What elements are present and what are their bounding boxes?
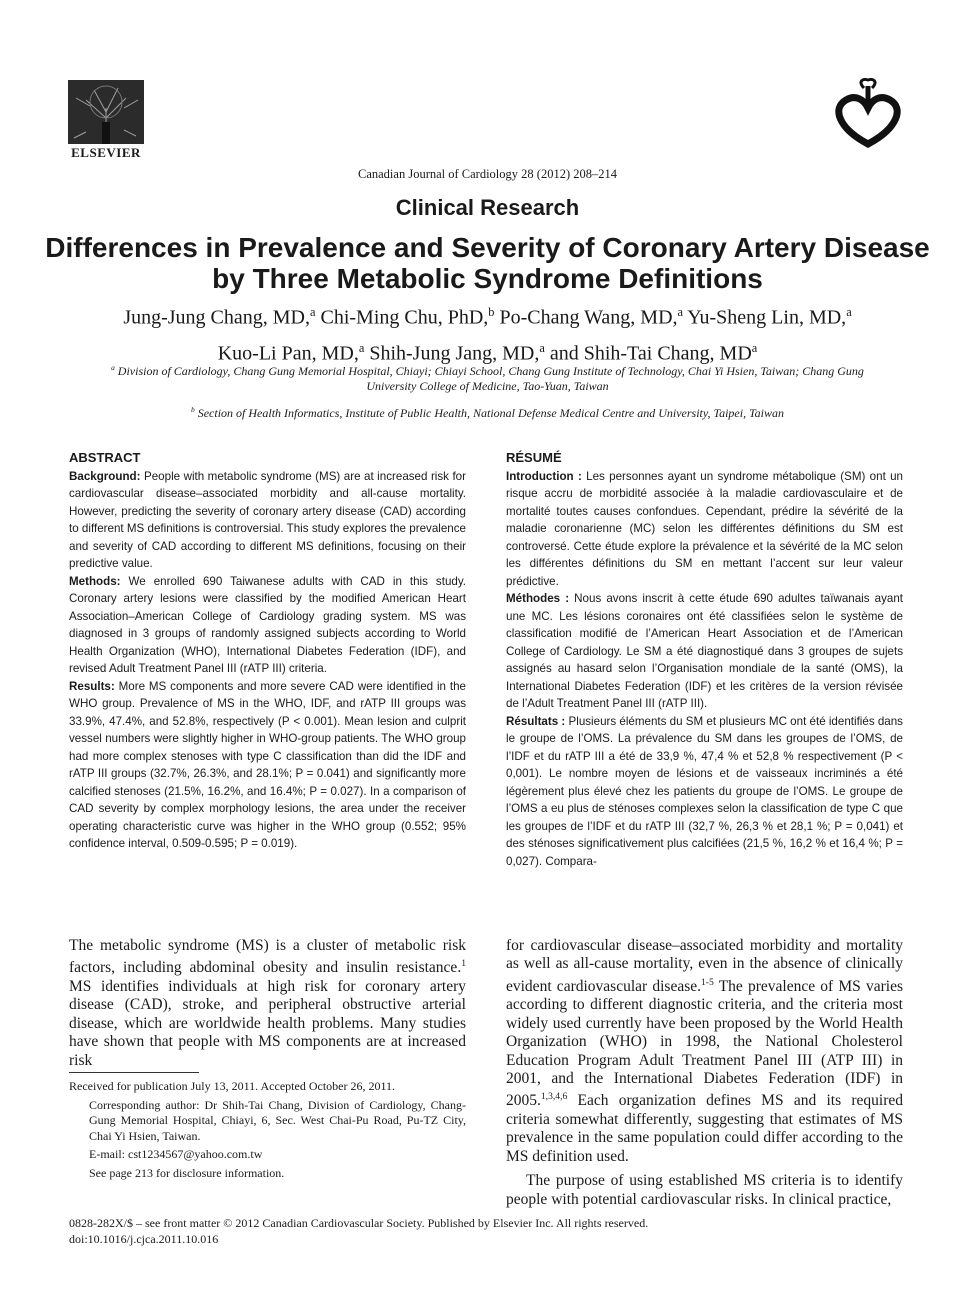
abstract-text: Nous avons inscrit à cette étude 690 adultes taïwanais ayant une MC. Les lésions coronaires ont été classifiées selon le système de classification modifié de l’American Heart Association et de l’American College of Cardiology. Le SM a été diagnostiqué dans 3 groupes de sujets assignés au hasard selon l’Organisation mondiale de la santé (OMS), la International Diabetes Federation (IDF) et les critères de la version révisée de l’Adult Treatment Panel III (rATP III). — [506, 592, 903, 710]
article-notes — [69, 1079, 466, 1184]
affiliation-mark: a — [846, 305, 852, 319]
abstract-text: More MS components and more severe CAD were identified in the WHO group. Prevalence of MS in the WHO, IDF, and rATP III groups was 33.9%, 47.4%, and 52.8%, respectively (P < 0.001). Mean lesion and culprit vessel numbers were slightly higher in WHO-group patients. The WHO group had more complex stenoses with type C classification than did the IDF and rATP III groups (32.7%, 26.3%, and 28.1%; P = 0.041) and significantly more calcified stenoses (21.5%, 16.2%, and 16.4%; P = 0.027). In a comparison of CAD severity by complex morphology lesions, the area under the receiver operating characteristic curve was higher in the WHO group (0.552; 95% confidence interval, 0.509-0.595; P = 0.019). — [69, 679, 466, 850]
affiliation-text: Section of Health Informatics, Institute of Public Health, National Defense Medical Centre and University, Taipei, Taiwan — [194, 406, 784, 420]
affiliation-mark: a — [309, 305, 316, 319]
affiliation-mark: a — [751, 340, 758, 355]
abstract-text: People with metabolic syndrome (MS) are at increased risk for cardiovascular disease–associated morbidity and all-cause mortality. However, predicting the severity of coronary artery disease (CAD) according to different MS definitions is controversial. This study explores the prevalence and severity of CAD according to different MS definitions, focusing on their predictive value. — [69, 469, 466, 570]
label: Résultats : — [506, 714, 566, 728]
doi-line[interactable]: doi:10.1016/j.cjca.2011.10.016 — [69, 1231, 219, 1246]
label: Methods: — [69, 574, 121, 588]
abstract-text: We enrolled 690 Taiwanese adults with CAD in this study. Coronary artery lesions were classified by the modified American Heart Association–American College of Cardiology grading system. MS was diagnosed in 3 groups of randomly assigned subjects according to World Health Organization (WHO), International Diabetes Federation (IDF), and revised Adult Treatment Panel III (rATP III) criteria. — [69, 574, 466, 675]
affiliation-mark: a — [677, 305, 684, 319]
journal-citation: Canadian Journal of Cardiology 28 (2012) 208–214 — [358, 167, 617, 181]
author: Yu-Sheng Lin, MD, — [683, 306, 847, 329]
author: Shih-Jung Jang, MD, — [364, 342, 540, 365]
label: Results: — [69, 679, 115, 693]
citation-ref[interactable]: 1,3,4,6 — [540, 1091, 568, 1103]
corresponding-note: Corresponding author: Dr Shih-Tai Chang, Division of Cardiology, Chang-Gung Memorial Hospital, Chiayi, 6, Sec. West Chai-Pu Road, Pu-TZ City, Chai Yi Hsien, Taiwan. — [89, 1097, 466, 1143]
label: Méthodes : — [506, 592, 570, 605]
abstract-text: Les personnes ayant un syndrome métabolique (SM) ont un risque accru de morbidité associée à la maladie cardiovasculaire et de mortalité toutes causes confondues. Cependant, prédire la sévérité de la maladie coronarienne (MC) selon les différentes définitions du SM est controversé. Cette étude explore la prévalence et la sévérité de la MC selon les différentes définitions du SM en mettant l’accent sur leur valeur prédictive. — [506, 469, 904, 588]
email-link[interactable]: cst1234567@yahoo.com.tw — [128, 1147, 263, 1161]
affiliation-mark: b — [488, 305, 495, 319]
abstract-paragraph — [69, 678, 466, 853]
abstract-paragraph — [506, 713, 903, 871]
affiliation-mark: a — [539, 340, 545, 355]
citation-ref[interactable]: 1 — [461, 958, 466, 970]
body-paragraph — [506, 937, 903, 1166]
abstract-paragraph — [69, 468, 466, 573]
copyright-line: 0828-282X/$ – see front matter © 2012 Canadian Cardiovascular Society. Published by Elsevier Inc. All rights reserved. — [69, 1216, 649, 1230]
author: Po-Chang Wang, MD, — [494, 306, 678, 329]
body-text: for cardiovascular disease–associated morbidity and mortality as well as all-cause mortality, even in the absence of clinically evident cardiovascular disease. — [506, 937, 903, 995]
body-paragraph — [69, 937, 466, 1070]
affiliations — [100, 360, 875, 429]
citation-ref[interactable]: 1-5 — [701, 976, 714, 988]
section-label: Clinical Research — [395, 195, 580, 220]
publisher-wordmark: ELSEVIER — [71, 145, 141, 160]
affiliation — [100, 360, 875, 394]
abstract-paragraph — [506, 468, 903, 591]
affiliation — [100, 402, 875, 421]
affiliation-mark: b — [191, 405, 195, 414]
author: and Shih-Tai Chang, MD — [544, 342, 752, 365]
body-text: Each organization defines MS and its required criteria somewhat differently, suggesting that estimates of MS prevalence in the same population could differ according to the MS definition used. — [506, 1092, 903, 1165]
affiliation-mark: a — [111, 363, 115, 372]
abstract-paragraph — [506, 590, 903, 713]
footnote-rule — [69, 1072, 199, 1073]
affiliation-text: Division of Cardiology, Chang Gung Memorial Hospital, Chiayi; Chiayi School, Chang Gung Institute of Technology, Chai Yi Hsien, Taiwan; Chang Gung University College of Medicine, Tao-Yuan, Taiwan — [114, 364, 864, 393]
label: Background: — [69, 469, 141, 483]
page-footer — [69, 1216, 769, 1247]
email-label: E-mail: — [89, 1147, 128, 1161]
body-column-right — [506, 937, 903, 1209]
abstract-english — [69, 449, 466, 853]
disclosure-note: See page 213 for disclosure information. — [89, 1165, 285, 1180]
abstract-paragraph — [69, 573, 466, 678]
body-text: The prevalence of MS varies according to different diagnostic criteria, and the criteria most widely used currently have been proposed by the World Health Organization (WHO) in 1998, the National Cholesterol Education Program Adult Treatment Panel III (ATP III) in 2001, and the International Diabetes Federation (IDF) in 2005. — [506, 977, 903, 1110]
article-title: Differences in Prevalence and Severity of Coronary Artery Disease by Three Metabolic Syndrome Definitions — [45, 232, 930, 294]
abstract-heading: ABSTRACT — [69, 450, 141, 465]
author: Chi-Ming Chu, PhD, — [315, 306, 489, 329]
abstract-french — [506, 449, 903, 870]
resume-heading: RÉSUMÉ — [506, 450, 562, 465]
affiliation-mark: a — [358, 340, 365, 355]
abstract-text: Plusieurs éléments du SM et plusieurs MC ont été identifiés dans le groupe de l’OMS. La prévalence du SM dans les groupes de l’OMS, de l’IDF et du rATP III a été de 33,9 %, 47,4 % et 52,8 % respectivement (P < 0,001). Le nombre moyen de lésions et de vaisseaux incriminés a été légèrement plus élevé chez les patients du groupe de l’OMS. Le groupe de l’OMS a eu plus de sténoses complexes selon la classification de type C que les groupes de l’IDF et du rATP III (32,7 %, 26,3 % et 28,1 %; P = 0,041) et des sténoses significativement plus calcifiées (21,5 %, 16,2 % et 16,4 %; P = 0,027). Compara- — [506, 714, 903, 868]
author: Kuo-Li Pan, MD, — [217, 342, 359, 365]
ccs-heart-logo — [828, 78, 908, 150]
label: Introduction : — [506, 469, 582, 483]
email-note — [69, 1147, 466, 1163]
body-paragraph: The purpose of using established MS criteria is to identify people with potential cardiovascular risks. In clinical practice, — [506, 1172, 903, 1208]
body-column-left — [69, 937, 466, 1070]
body-text: The metabolic syndrome (MS) is a cluster of metabolic risk factors, including abdominal obesity and insulin resistance. — [69, 937, 466, 977]
author: Jung-Jung Chang, MD, — [123, 306, 310, 329]
author-list — [40, 297, 935, 368]
body-text: MS identifies individuals at high risk for coronary artery disease (CAD), stroke, and peripheral obstructive arterial disease, which are worldwide health problems. Many studies have shown that people with MS components are at increased risk — [69, 977, 466, 1069]
received-note: Received for publication July 13, 2011. Accepted October 26, 2011. — [69, 1079, 396, 1093]
